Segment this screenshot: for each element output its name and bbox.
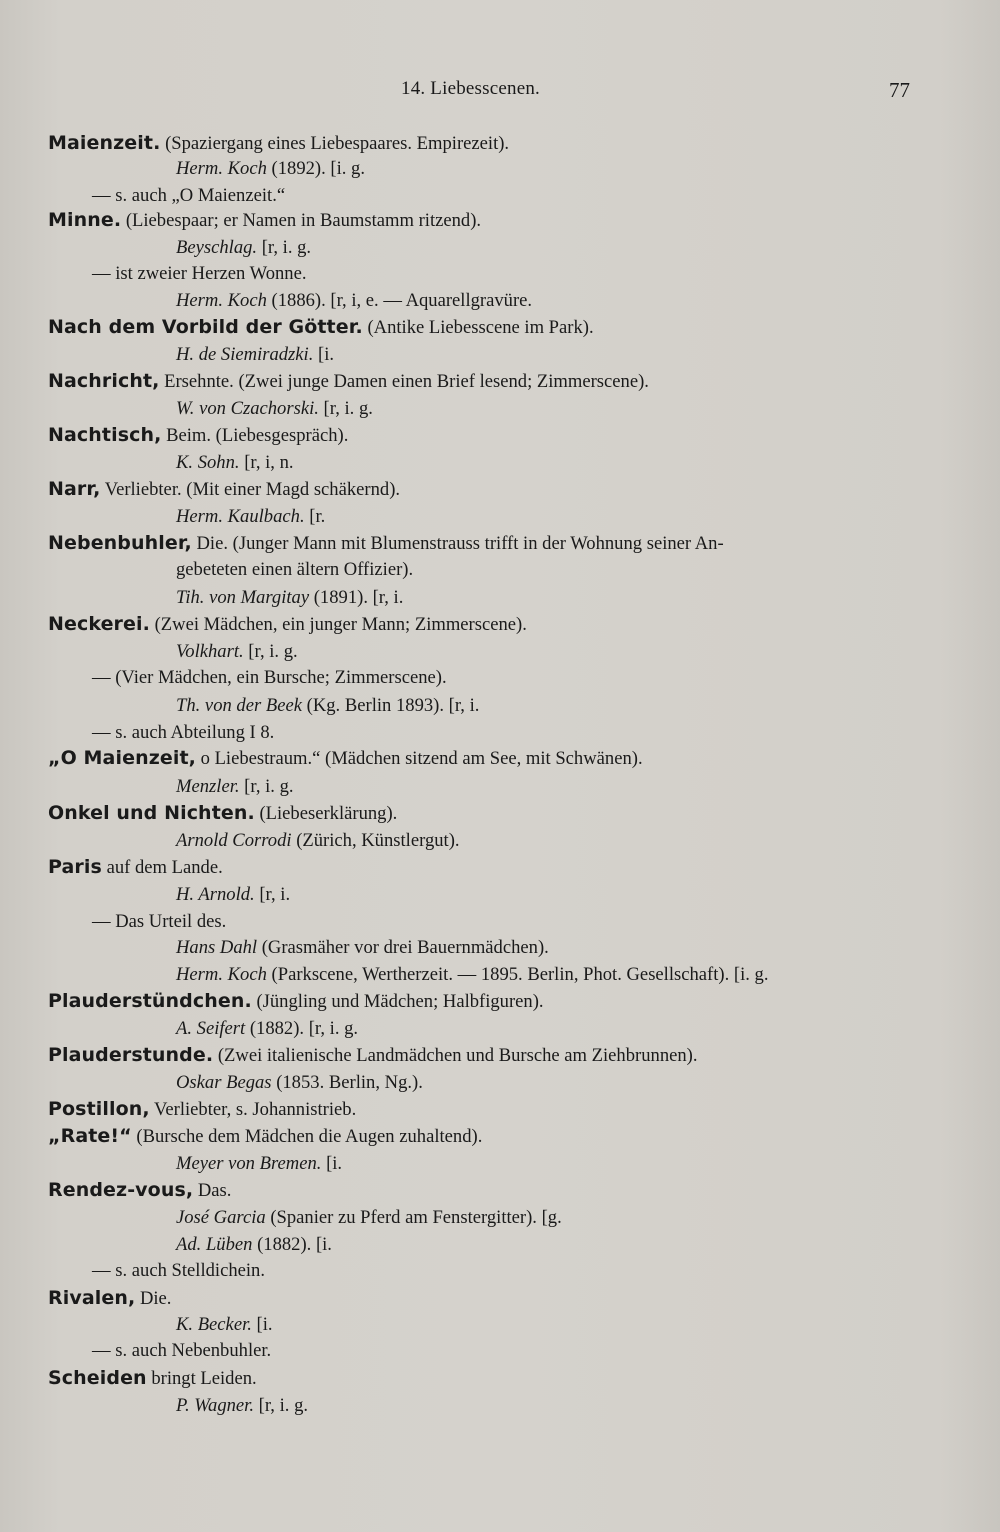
entry-heading-line [48,423,348,448]
entry-text: (Zürich, Künstlergut). [291,830,460,851]
entry-dash-line [92,262,307,286]
artist-name: Oskar Begas [176,1072,272,1093]
entry-artist-line [176,1152,342,1176]
artist-name: Hans Dahl [176,937,258,958]
entry-headword: Postillon, [48,1098,150,1120]
entry-text: (1882). [i. [252,1234,332,1255]
entry-headword: Minne. [48,209,122,231]
entry-artist-line [176,829,460,853]
entry-dash-line [92,1339,271,1363]
artist-name: Tih. von Margitay [176,587,310,608]
artist-name: Herm. Kaulbach. [176,506,305,527]
entry-heading-line [48,1178,231,1203]
entry-artist-line [176,505,325,529]
entry-headword: Nebenbuhler, [48,532,192,554]
artist-name: Ad. Lüben [176,1234,253,1255]
entry-text: [r, i. g. [243,641,298,662]
running-header [0,78,1000,106]
entry-artist-line [176,1071,423,1095]
entry-text: (Grasmäher vor drei Bauernmädchen). [257,937,549,958]
artist-name: José Garcia [176,1207,266,1228]
entry-text: (Kg. Berlin 1893). [r, i. [301,695,480,716]
entry-artist-line [176,1017,358,1041]
artist-name: Menzler. [176,776,240,797]
entry-heading-line [48,477,400,502]
entry-artist-line [176,1394,308,1418]
artist-name: Herm. Koch [176,964,267,985]
entry-text: (1886). [r, i, e. — Aquarellgravüre. [266,290,533,311]
entry-headword: Maienzeit. [48,132,161,154]
artist-name: Arnold Corrodi [176,830,292,851]
entry-headword: Nachricht, [48,370,160,392]
entry-text: [r. [304,506,326,527]
artist-name: Herm. Koch [176,158,267,179]
entry-artist-line [176,640,298,664]
entry-artist-line [176,157,365,181]
artist-name: H. Arnold. [176,884,255,905]
entry-text: (Parkscene, Wertherzeit. — 1895. Berlin, Phot. Gesellschaft). [i. g. [266,964,769,985]
artist-name: Beyschlag. [176,237,258,258]
artist-name: K. Becker. [176,1314,252,1335]
entry-text: (1891). [r, i. [309,587,404,608]
entry-artist-line [176,289,532,313]
entry-artist-line [176,1206,562,1230]
entry-text: (Bursche dem Mädchen die Augen zuhaltend). [131,1126,483,1147]
chapter-title: 14. Liebesscenen. [401,78,540,99]
entry-heading-line [48,1124,482,1149]
entry-text: — s. auch Abteilung I 8. [92,722,275,743]
entry-text: Die. (Junger Mann mit Blumenstrauss trifft in der Wohnung seiner An- [191,533,724,554]
entry-text: — Das Urteil des. [92,911,227,932]
entry-artist-line [176,775,294,799]
entry-text: [i. [251,1314,273,1335]
entry-artist-line [176,1313,273,1337]
entry-artist-line [176,1233,332,1257]
artist-name: P. Wagner. [176,1395,255,1416]
entry-text: (Spaziergang eines Liebespaares. Empirezeit). [160,133,510,154]
entry-text: Verliebter, s. Johannistrieb. [149,1099,357,1120]
entry-text: [r, i. g. [257,237,312,258]
entry-heading-line [48,369,649,394]
entry-dash-line [92,910,226,934]
entry-headword: Plauderstunde. [48,1044,214,1066]
entry-text: [i. [321,1153,343,1174]
entry-artist-line [176,694,479,718]
artist-name: Th. von der Beek [176,695,302,716]
artist-name: Volkhart. [176,641,244,662]
entry-artist-line [176,936,549,960]
entry-headword: Narr, [48,478,101,500]
entry-artist-line [176,963,769,987]
entry-headword: Paris [48,856,102,878]
entry-headword: Neckerei. [48,613,150,635]
entry-text: bringt Leiden. [146,1368,257,1389]
entry-heading-line [48,1097,356,1122]
entry-artist-line [176,883,290,907]
entry-text: [r, i. [254,884,291,905]
entry-text: [i. [313,344,335,365]
entry-text: [r, i. g. [239,776,294,797]
entry-text: — ist zweier Herzen Wonne. [92,263,307,284]
entry-text: Das. [193,1180,232,1201]
entry-headword: Scheiden [48,1367,147,1389]
entry-dash-line [92,721,274,745]
entry-headword: „Rate!“ [48,1125,132,1147]
entry-artist-line [176,236,311,260]
entry-headword: Onkel und Nichten. [48,802,255,824]
entry-heading-line [48,1366,257,1391]
entry-heading-line [48,208,481,233]
entry-text: (Spanier zu Pferd am Fenstergitter). [g. [265,1207,562,1228]
entry-headword: Plauderstündchen. [48,990,252,1012]
entry-text: gebeteten einen ältern Offizier). [176,559,414,580]
entry-text: (Liebeserklärung). [254,803,398,824]
entry-text: Ersehnte. (Zwei junge Damen einen Brief lesend; Zimmerscene). [159,371,649,392]
entry-text: — s. auch Stelldichein. [92,1260,265,1281]
entry-artist-line [176,586,403,610]
artist-name: W. von Czachorski. [176,398,319,419]
entry-heading-line [48,1043,698,1068]
entry-heading-line [48,855,223,880]
artist-name: H. de Siemiradzki. [176,344,314,365]
entry-heading-line [48,801,397,826]
entry-text: (1882). [r, i. g. [245,1018,359,1039]
entry-text: — s. auch Nebenbuhler. [92,1340,272,1361]
entry-text: (Jüngling und Mädchen; Halbfiguren). [251,991,544,1012]
entry-text: auf dem Lande. [101,857,223,878]
entry-heading-line [48,989,544,1014]
entry-text: (Zwei Mädchen, ein junger Mann; Zimmerscene). [149,614,527,635]
page-number: 77 [889,78,910,102]
entry-heading-line [48,746,643,771]
entry-text: [r, i. g. [318,398,373,419]
entry-headword: Nachtisch, [48,424,162,446]
artist-name: K. Sohn. [176,452,240,473]
entry-heading-line [48,131,509,156]
entry-text: Beim. (Liebesgespräch). [161,425,349,446]
entry-text: o Liebestraum.“ (Mädchen sitzend am See, mit Schwänen). [195,748,643,769]
entry-heading-line [48,531,724,556]
entry-artist-line [176,451,294,475]
entry-text: (Zwei italienische Landmädchen und Bursche am Ziehbrunnen). [213,1045,698,1066]
entry-text: Die. [135,1288,172,1309]
entry-headword: Rivalen, [48,1287,136,1309]
entry-text: (Antike Liebesscene im Park). [362,317,594,338]
entry-heading-line [48,1286,171,1311]
entry-continuation-line [176,558,413,582]
entry-text: (Liebespaar; er Namen in Baumstamm ritzend). [121,210,482,231]
artist-name: Meyer von Bremen. [176,1153,322,1174]
entry-text: (1853. Berlin, Ng.). [271,1072,423,1093]
entry-artist-line [176,343,334,367]
entry-text: — s. auch „O Maienzeit.“ [92,185,286,206]
entry-heading-line [48,315,594,340]
entry-heading-line [48,612,527,637]
entry-text: Verliebter. (Mit einer Magd schäkernd). [100,479,401,500]
entry-artist-line [176,397,373,421]
entry-text: [r, i. g. [254,1395,309,1416]
entry-text: [r, i, n. [239,452,294,473]
entry-dash-line [92,1259,265,1283]
entry-headword: Nach dem Vorbild der Götter. [48,316,363,338]
entry-dash-line [92,184,285,208]
entry-text: — (Vier Mädchen, ein Bursche; Zimmerscene). [92,667,447,688]
entry-headword: „O Maienzeit, [48,747,196,769]
artist-name: Herm. Koch [176,290,267,311]
entry-headword: Rendez-vous, [48,1179,194,1201]
entry-text: (1892). [i. g. [266,158,366,179]
entry-dash-line [92,666,447,690]
artist-name: A. Seifert [176,1018,246,1039]
